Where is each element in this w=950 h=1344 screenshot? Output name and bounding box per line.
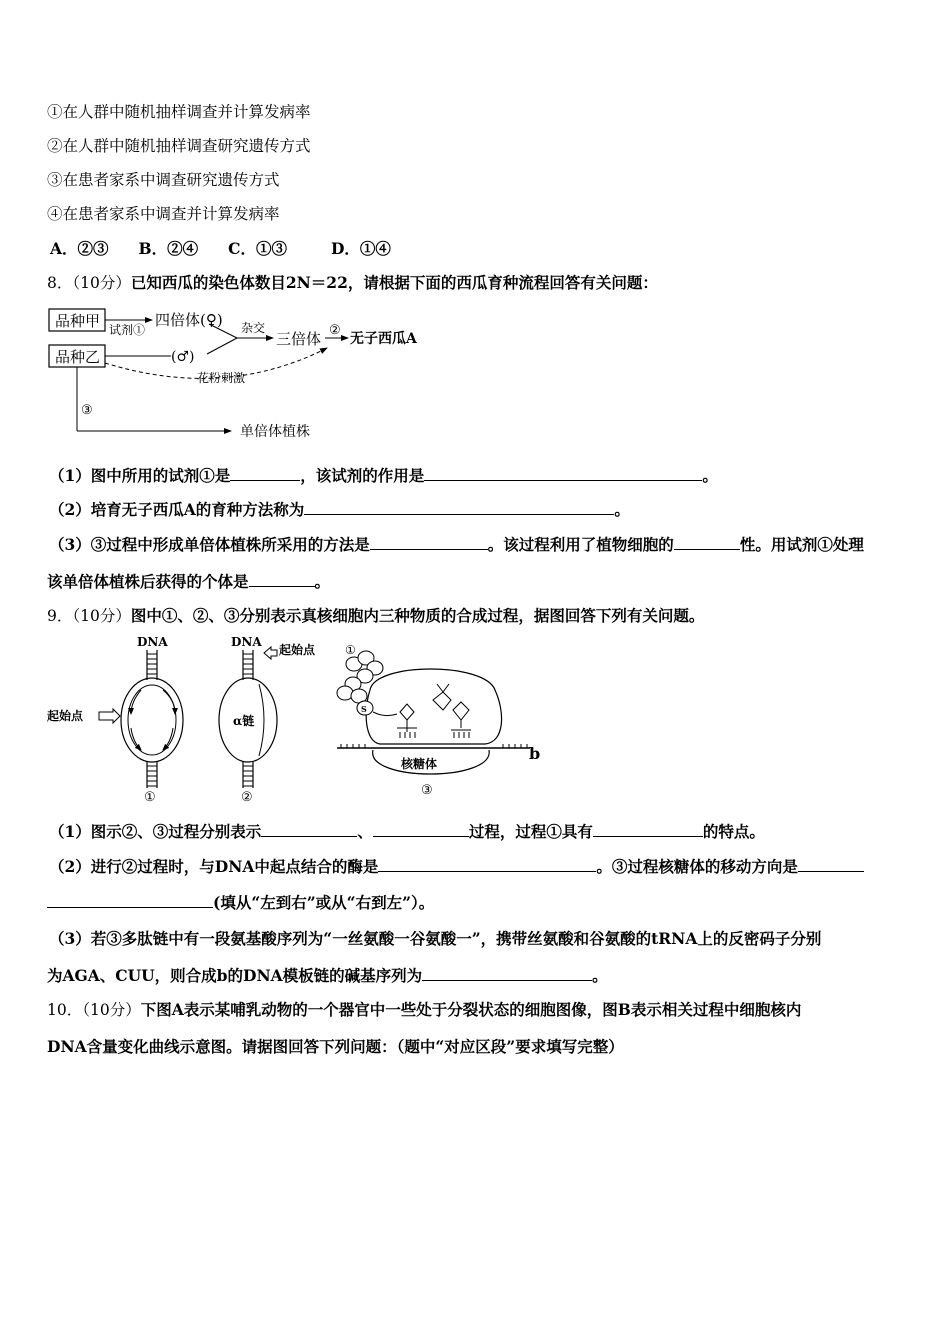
answer-blank[interactable]	[674, 535, 740, 550]
q9-sub3-cont: 为AGA、CUU，则合成b的DNA模板链的碱基序列为 。	[47, 966, 608, 985]
triploid-label: 三倍体	[276, 330, 322, 348]
answer-blank[interactable]	[249, 572, 315, 587]
answer-blank[interactable]	[47, 893, 213, 908]
q9-sub3: （3）若③多肽链中有一段氨基酸序列为“一丝氨酸一谷氨酸一”，携带丝氨酸和谷氨酸的tRNA上的反密码子分别	[49, 929, 822, 948]
answer-blank[interactable]	[304, 500, 614, 515]
answer-blank[interactable]	[424, 466, 702, 481]
dna-label-2: DNA	[231, 635, 262, 649]
transcription-diagram	[219, 635, 316, 805]
q10-stem-cont: DNA含量变化曲线示意图。请据图回答下列问题：（题中“对应区段”要求填写完整）	[47, 1037, 624, 1056]
process-3-number: ③	[421, 783, 433, 798]
tetraploid-label: 四倍体(♀)	[155, 311, 223, 329]
answer-blank[interactable]	[373, 822, 469, 837]
choice-c: C．①③	[228, 239, 287, 258]
q8-sub3: （3）③过程中形成单倍体植株所采用的方法是 。该过程利用了植物细胞的 性。用试剂①处理	[49, 535, 864, 554]
b-label: b	[529, 744, 541, 763]
step3-label: ③	[81, 403, 93, 418]
dna-label-1: DNA	[137, 635, 168, 649]
process-1-number: ①	[144, 790, 156, 805]
cross-label: 杂交	[241, 321, 266, 335]
origin-label-1: 起始点	[47, 709, 84, 723]
answer-blank[interactable]	[798, 857, 864, 872]
q7-option-1: ①在人群中随机抽样调查并计算发病率	[47, 103, 311, 121]
synthesis-process-diagram	[45, 632, 555, 807]
choice-d: D．①④	[330, 239, 391, 258]
q8-sub2: （2）培育无子西瓜A的育种方法称为 。	[49, 500, 630, 519]
seedless-label: 无子西瓜A	[350, 331, 417, 347]
replication-diagram	[47, 635, 183, 805]
choice-b: B．②④	[138, 239, 199, 258]
q9-sub2: （2）进行②过程时，与DNA中起点结合的酶是 。③过程核糖体的移动方向是	[49, 857, 864, 877]
answer-blank[interactable]	[422, 966, 592, 981]
answer-blank[interactable]	[593, 822, 703, 837]
q9-stem	[47, 606, 704, 626]
ribosome-large-subunit	[366, 669, 501, 744]
cross-line-bottom	[207, 338, 237, 354]
haploid-label: 单倍体植株	[240, 424, 310, 440]
s-label: S	[361, 704, 367, 714]
q8-sub1: （1）图中所用的试剂①是 ，该试剂的作用是 。	[49, 466, 718, 485]
q9-stem-text: 图中①、②、③分别表示真核细胞内三种物质的合成过程，据图回答下列有关问题。	[130, 606, 705, 625]
origin-label-2: 起始点	[279, 643, 316, 657]
q10-number: 10．（10分）	[47, 1001, 141, 1019]
answer-blank[interactable]	[370, 535, 488, 550]
process-2-number: ②	[241, 790, 253, 805]
q7-option-2: ②在人群中随机抽样调查研究遗传方式	[47, 137, 311, 155]
male-label: (♂)	[171, 349, 195, 365]
translation-diagram	[337, 643, 540, 798]
origin-arrow-2	[264, 647, 277, 659]
answer-blank[interactable]	[261, 822, 357, 837]
q9-number: 9．（10分）	[47, 607, 131, 625]
q7-choices	[50, 239, 391, 259]
q10-stem	[47, 1000, 801, 1020]
watermelon-breeding-diagram	[45, 300, 465, 448]
cross-line-top	[209, 324, 237, 338]
variety-b-label: 品种乙	[55, 348, 101, 366]
q8-sub3-cont: 该单倍体植株后获得的个体是 。	[47, 572, 331, 591]
reagent-label: 试剂①	[109, 323, 146, 337]
q8-stem	[47, 273, 658, 293]
answer-blank[interactable]	[230, 466, 300, 481]
pollen-label: 花粉刺激	[197, 371, 246, 385]
q7-option-4: ④在患者家系中调查并计算发病率	[47, 205, 280, 223]
q7-option-3: ③在患者家系中调查研究遗传方式	[47, 171, 280, 189]
ribosome-label: 核糖体	[401, 757, 438, 771]
variety-a-label: 品种甲	[55, 312, 101, 330]
alpha-chain-label: α链	[233, 714, 255, 728]
origin-arrow-1	[99, 709, 120, 723]
choice-a: A．②③	[50, 239, 109, 258]
peptide-bead-label: ①	[345, 643, 356, 657]
q9-sub1: （1）图示②、③过程分别表示 、 过程，过程①具有 的特点。	[49, 822, 765, 841]
q9-sub2-cont: (填从“左到右”或从“右到左”）。	[47, 893, 434, 913]
q8-stem-text: 已知西瓜的染色体数目2N＝22，请根据下面的西瓜育种流程回答有关问题：	[130, 273, 658, 292]
step2-label: ②	[329, 323, 341, 338]
answer-blank[interactable]	[378, 857, 596, 872]
q8-number: 8．（10分）	[47, 274, 131, 292]
q10-stem-text: 下图A表示某哺乳动物的一个器官中一些处于分裂状态的细胞图像，图B表示相关过程中细胞核内	[140, 1000, 802, 1019]
